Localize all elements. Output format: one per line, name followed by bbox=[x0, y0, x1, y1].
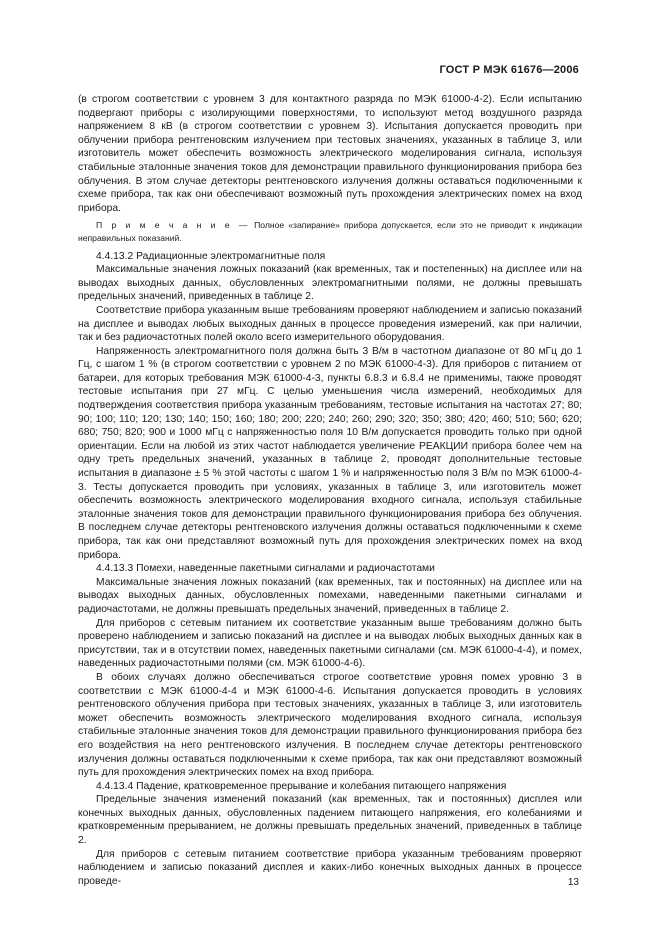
paragraph: В обоих случаях должно обеспечиваться строгое соответствие уровня помех уровню 3 в соответствии с МЭК 61000-4-4 и МЭК 61000-4-6. Испытания допускается проводить в условиях рентгеновского облучения прибора при тестовых значениях, указанных в таблице 3, или изготовитель может обеспечить возможность электрического моделирования входного сигнала, используя стабильные эталонные значения токов для демонстрации правильного функционирования прибора без его воздействия на него рентгеновского излучения. В последнем случае детекторы рентгеновского излучения должны оставаться подключенными к схеме прибора, так как они представляют возможный путь для прохождения электрических помех на вход прибора. bbox=[78, 671, 582, 779]
paragraph: Для приборов с сетевым питанием соответствие прибора указанным требованиям проверяют наблюдением и записью показаний дисплея и каких-либо конечных выходных данных в процессе проведе- bbox=[78, 848, 582, 887]
paragraph: Максимальные значения ложных показаний (как временных, так и постоянных) на дисплее или на выводах выходных данных, обусловленных помехами, наведенными пакетными сигналами и радиочастотами, не должны превышать предельных значений, приведенных в таблице 2. bbox=[78, 576, 582, 615]
page-number: 13 bbox=[567, 877, 579, 888]
note bbox=[78, 219, 582, 244]
standard-header: ГОСТ Р МЭК 61676—2006 bbox=[439, 64, 579, 76]
paragraph: Соответствие прибора указанным выше требованиям проверяют наблюдением и записью показаний на дисплее и выводах любых выходных данных в процессе проведения измерений, как при наличии, так и без радиочастотных полей около всего измерительного оборудования. bbox=[78, 304, 582, 344]
paragraph: Напряженность электромагнитного поля должна быть 3 В/м в частотном диапазоне от 80 мГц до 1 Гц, с шагом 1 % (в строгом соответствии с уровнем 2 по МЭК 61000-4-3). Для приборов с питанием от батареи, для которых требования МЭК 61000-4-3, пункты 6.8.3 и 6.8.4 не применимы, также проводят тестовые испытания при 27 мГц. С целью уменьшения числа измерений, необходимых для подтверждения соответствия прибора указанным требованиям, тестовые испытания на частотах 27; 80; 90; 100; 110; 120; 130; 140; 150; 160; 180; 200; 220; 240; 260; 290; 320; 350; 380; 420; 460; 510; 560; 620; 680; 750; 820; 900 и 1000 мГц с напряженностью поля 10 В/м допускается проводить только при одной ориентации. Если на любой из этих частот наблюдается увеличение РЕАКЦИИ прибора более чем на одну треть предельных значений, указанных в таблице 2, проводят дополнительные тестовые испытания в диапазоне ± 5 % этой частоты с шагом 1 % и напряженностью поля 3 В/м по МЭК 61000-4-3. Тесты допускается проводить при условиях, указанных в таблице 3, или изготовитель может обеспечить возможность электрического моделирования входного сигнала, используя стабильные эталонные значения токов для демонстрации правильного функционирования прибора без облучения. В последнем случае детекторы рентгеновского излучения должны оставаться подключенными к схеме прибора, так как они представляют возможный путь для прохождения электрических помех на вход прибора. bbox=[78, 345, 582, 561]
paragraph: Предельные значения изменений показаний (как временных, так и постоянных) дисплея или конечных выходных данных, обусловленных падением питающего напряжения, его колебаниями и кратковременным прерыванием, не должны превышать предельных значений, приведенных в таблице 2. bbox=[78, 794, 582, 847]
document-body bbox=[78, 93, 582, 888]
section-heading-4-4-13-3: 4.4.13.3 Помехи, наведенные пакетными сигналами и радиочастотами bbox=[96, 563, 435, 575]
section-heading-4-4-13-2: 4.4.13.2 Радиационные электромагнитные поля bbox=[96, 250, 326, 262]
note-text: Полное «запирание» прибора допускается, если это не приводит к индикации неправильных показаний. bbox=[78, 220, 583, 243]
paragraph: Максимальные значения ложных показаний (как временных, так и постепенных) на дисплее или на выводах выходных данных, обусловленных электромагнитными полями, не должны превышать предельных значений, приведенных в таблице 2. bbox=[78, 264, 582, 303]
section-heading-4-4-13-4: 4.4.13.4 Падение, кратковременное прерывание и колебания питающего напряжения bbox=[96, 780, 507, 792]
note-label: П р и м е ч а н и е — bbox=[96, 220, 251, 231]
paragraph-continuation: (в строгом соответствии с уровнем 3 для контактного разряда по МЭК 61000-4-2). Если испытанию подвергают приборы с изолирующими поверхностями, то используют метод воздушного разряда напряжением 8 кВ (в строгом соответствии с уровнем 3). Испытания допускается проводить при облучении прибора рентгеновским излучением при тестовых значениях, указанных в таблице 3, или изготовитель может обеспечить возможность электрического моделирования сигнала, используя стабильные эталонные значения токов для демонстрации правильного функционирования прибора без облучения. В этом случае детекторы рентгеновского излучения должны оставаться подключенными к схеме прибора, так как они обеспечивают возможный путь прохождения электрических помех на вход прибора. bbox=[78, 94, 582, 214]
paragraph: Для приборов с сетевым питанием их соответствие указанным выше требованиям должно быть проверено наблюдением и записью показаний на дисплее и на выводах любых выходных данных как в присутствии, так и в отсутствии помех, наведенных пакетными сигналами (см. МЭК 61000-4-4), и помех, наведенных радиочастотными полями (см. МЭК 61000-4-6). bbox=[78, 617, 582, 670]
